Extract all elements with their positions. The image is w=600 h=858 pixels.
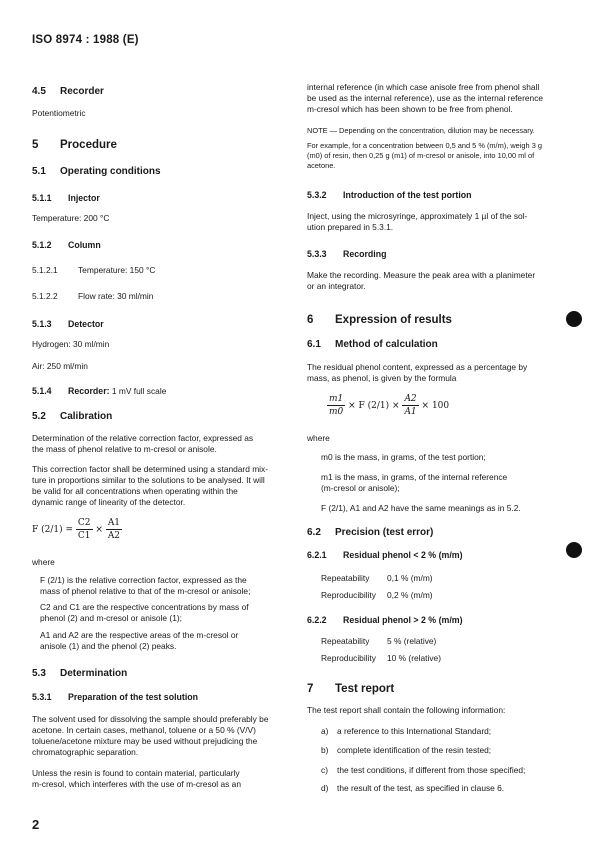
definition-m0: m0 is the mass, in grams, of the test portion; — [321, 452, 486, 462]
definition-f21-a1-a2: F (2/1), A1 and A2 have the same meanings as in 5.2. — [321, 503, 521, 513]
heading-6: 6 Expression of results — [307, 314, 452, 326]
heading-5: 5 Procedure — [32, 139, 117, 151]
list-item: b) complete identification of the resin tested; — [321, 745, 492, 755]
definition-c2-c1: C2 and C1 are the respective concentrations by mass of phenol (2) and m-cresol or anisole (1); — [40, 602, 249, 623]
list-item: d) the result of the test, as specified in clause 6. — [321, 783, 505, 793]
definition-m1: m1 is the mass, in grams, of the internal reference (m-cresol or anisole); — [321, 472, 508, 493]
heading-6-2-1: 6.2.1 Residual phenol < 2 % (m/m) — [307, 550, 463, 560]
where-label: where — [32, 557, 55, 567]
precision-low-repeatability: Repeatability 0,1 % (m/m) — [321, 573, 433, 583]
heading-5-3-1: 5.3.1 Preparation of the test solution — [32, 692, 199, 702]
margin-dot — [566, 311, 582, 327]
precision-high-repeatability: Repeatability 5 % (relative) — [321, 636, 437, 646]
column-flow-rate: 5.1.2.2 Flow rate: 30 ml/min — [32, 291, 154, 301]
continued-paragraph: internal reference (in which case anisole free from phenol shall be used as the internal reference), use as the internal reference m-cresol which has been shown to be free from phenol. — [307, 82, 544, 114]
heading-5-2: 5.2 Calibration — [32, 411, 113, 422]
page-number: 2 — [32, 817, 40, 832]
definition-f21: F (2/1) is the relative correction factor, expressed as the mass of phenol relative to that of the m-cresol or anisole; — [40, 575, 251, 596]
heading-7: 7 Test report — [307, 683, 395, 695]
recorder-text: Potentiometric — [32, 108, 86, 118]
heading-5-1-1: 5.1.1 Injector — [32, 193, 100, 203]
test-report-intro: The test report shall contain the following information: — [307, 705, 506, 715]
precision-high-reproducibility: Reproducibility 10 % (relative) — [321, 653, 441, 663]
calibration-paragraph-1: Determination of the relative correction factor, expressed as the mass of phenol relative to m-cresol or anisole. — [32, 433, 254, 454]
document-header: ISO 8974 : 1988 (E) — [32, 34, 139, 46]
margin-dot — [566, 542, 582, 558]
injection-paragraph: Inject, using the microsyringe, approximately 1 µl of the sol- ution prepared in 5.3.1. — [307, 211, 528, 232]
preparation-paragraph-2: Unless the resin is found to contain material, particularly m-cresol, which interferes with the use of m-cresol as an — [32, 768, 241, 789]
heading-6-1: 6.1 Method of calculation — [307, 339, 438, 350]
calculation-paragraph: The residual phenol content, expressed as a percentage by mass, as phenol, is given by the formula — [307, 362, 528, 383]
definition-a1-a2: A1 and A2 are the respective areas of the m-cresol or anisole (1) and the phenol (2) peaks. — [40, 630, 239, 651]
heading-5-1-2: 5.1.2 Column — [32, 240, 101, 250]
heading-6-2: 6.2 Precision (test error) — [307, 527, 434, 538]
list-item: c) the test conditions, if different from those specified; — [321, 765, 526, 775]
heading-5-3-2: 5.3.2 Introduction of the test portion — [307, 190, 472, 200]
phenol-content-formula: $\frac{m1}{m0}$ × F (2/1) × $\frac{A2}{A1}$ × 100 — [329, 394, 450, 417]
injector-temperature: Temperature: 200 °C — [32, 213, 110, 223]
correction-factor-formula: F (2/1) = $\frac{C2}{C1}$ × $\frac{A1}{A2}$ — [32, 518, 121, 541]
detector-air: Air: 250 ml/min — [32, 361, 88, 371]
heading-5-3-3: 5.3.3 Recording — [307, 249, 387, 259]
precision-low-reproducibility: Reproducibility 0,2 % (m/m) — [321, 590, 433, 600]
heading-5-3: 5.3 Determination — [32, 668, 128, 679]
recording-paragraph: Make the recording. Measure the peak area with a planimeter or an integrator. — [307, 270, 536, 291]
column-temperature: 5.1.2.1 Temperature: 150 °C — [32, 265, 156, 275]
where-label-6-1: where — [307, 433, 330, 443]
heading-5-1: 5.1 Operating conditions — [32, 166, 161, 177]
calibration-paragraph-2: This correction factor shall be determined using a standard mix- ture in proportions similar to the solutions to be analysed. It will be valid for all concentrations when operating within the dynamic range of linearity of the detector. — [32, 464, 269, 507]
preparation-paragraph-1: The solvent used for dissolving the sample should preferably be acetone. In certain cases, methanol, toluene or a 50 % (V/V) toluene/acetone mixture may be used without prejudicing the chromatographic separation. — [32, 714, 269, 757]
heading-5-1-3: 5.1.3 Detector — [32, 319, 104, 329]
heading-6-2-2: 6.2.2 Residual phenol > 2 % (m/m) — [307, 615, 463, 625]
dilution-note: NOTE — Depending on the concentration, dilution may be necessary. For example, for a concentration between 0,5 and 5 % (m/m), weigh 3 g (m0) of resin, then 0,25 g (m1) of m-cresol or anisole, into 10,00 ml of acetone. — [307, 126, 542, 170]
heading-4-5: 4.5 Recorder — [32, 86, 104, 97]
detector-hydrogen: Hydrogen: 30 ml/min — [32, 339, 110, 349]
list-item: a) a reference to this International Standard; — [321, 726, 492, 736]
heading-5-1-4: 5.1.4 Recorder: 1 mV full scale — [32, 386, 167, 396]
